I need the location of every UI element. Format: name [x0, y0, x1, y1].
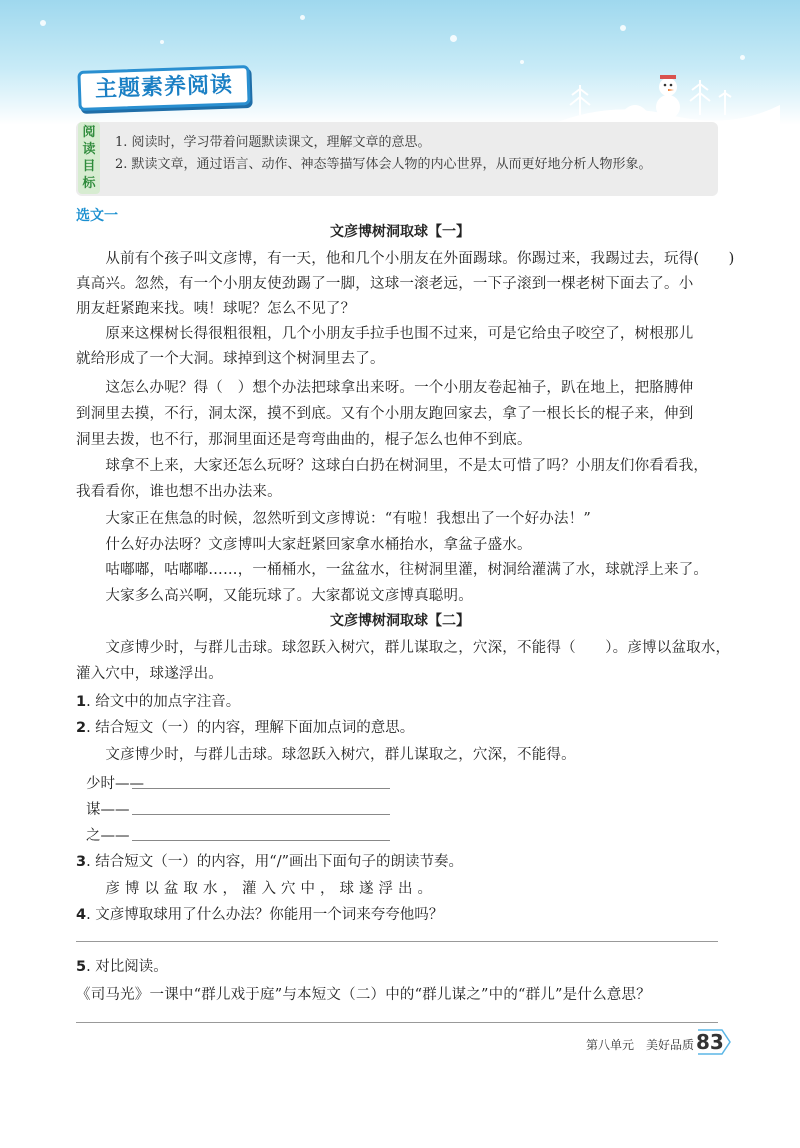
answer-blank[interactable] [132, 814, 390, 815]
passage-line: 这怎么办呢？得（ ）想个办法把球拿出来呀。一个小朋友卷起袖子，趴在地上，把胳膊伸 [76, 380, 694, 396]
unit-label: 第八单元 美好品质 [586, 1038, 695, 1052]
question-4: 4. 文彦博取球用了什么办法？你能用一个词来夸夸他吗？ [76, 907, 444, 923]
reading-goals-tag: 阅 读 目 标 [78, 122, 100, 194]
header-banner [0, 0, 800, 125]
section-label: 选文一 [76, 208, 118, 224]
goal-item: 1. 阅读时，学习带着问题默读课文，理解文章的意思。 [115, 135, 431, 150]
question-2: 2. 结合短文（一）的内容，理解下面加点词的意思。 [76, 720, 415, 736]
question-5: 5. 对比阅读。 [76, 959, 168, 975]
passage-line: 洞里去拨，也不行，那洞里面还是弯弯曲曲的，棍子怎么也伸不到底。 [76, 432, 532, 448]
answer-blank[interactable] [132, 788, 390, 789]
passage-line: 就给形成了一个大洞。球掉到这个树洞里去了。 [76, 351, 385, 367]
question-2-quote: 文彦博少时，与群儿击球。球忽跃入树穴，群儿谋取之，穴深，不能得。 [76, 747, 576, 763]
page-number: 83 [696, 1030, 724, 1054]
answer-line[interactable] [76, 941, 718, 942]
passage-line: 原来这棵树长得很粗很粗，几个小朋友手拉手也围不过来，可是它给虫子咬空了，树根那儿 [76, 326, 694, 342]
question-5-body: 《司马光》一课中“群儿戏于庭”与本短文（二）中的“群儿谋之”中的“群儿”是什么意思？ [76, 987, 651, 1003]
blank-label: 少时—— [86, 776, 144, 792]
question-1: 1. 给文中的加点字注音。 [76, 694, 241, 710]
passage-line: 到洞里去摸，不行，洞太深，摸不到底。又有个小朋友跑回家去，拿了一根长长的棍子来，伸到 [76, 406, 694, 422]
answer-blank[interactable] [132, 840, 390, 841]
passage-line: 什么好办法呀？文彦博叫大家赶紧回家拿水桶抬水，拿盆子盛水。 [76, 537, 532, 553]
passage-title: 文彦博树洞取球【一】 [330, 224, 470, 240]
passage-line: 我看看你，谁也想不出办法来。 [76, 484, 282, 500]
blank-label: 谋—— [86, 802, 130, 818]
goal-item: 2. 默读文章，通过语言、动作、神态等描写体会人物的内心世界，从而更好地分析人物形象。 [115, 157, 652, 172]
snow-scene-icon [550, 45, 780, 125]
passage-line: 朋友赶紧跑来找。咦！球呢？怎么不见了？ [76, 301, 356, 317]
question-3-quote: 彦 博 以 盆 取 水 ， 灌 入 穴 中 ， 球 遂 浮 出 。 [76, 881, 433, 897]
passage-line: 灌入穴中，球遂浮出。 [76, 666, 223, 682]
passage-line: 文彦博少时，与群儿击球。球忽跃入树穴，群儿谋取之，穴深，不能得（ ）。彦博以盆取水， [76, 640, 731, 656]
passage-title: 文彦博树洞取球【二】 [330, 613, 470, 629]
passage-line: 球拿不上来，大家还怎么玩呀？这球白白扔在树洞里，不是太可惜了吗？小朋友们你看看我， [76, 458, 709, 474]
passage-line: 真高兴。忽然，有一个小朋友使劲踢了一脚，这球一滚老远，一下子滚到一棵老树下面去了。小 [76, 276, 694, 292]
question-3: 3. 结合短文（一）的内容，用“/”画出下面句子的朗读节奏。 [76, 854, 464, 870]
passage-line: 大家正在焦急的时候，忽然听到文彦博说：“有啦！我想出了一个好办法！” [76, 511, 592, 527]
passage-line: 大家多么高兴啊，又能玩球了。大家都说文彦博真聪明。 [76, 588, 473, 604]
passage-line: 咕嘟嘟，咕嘟嘟……，一桶桶水，一盆盆水，往树洞里灌，树洞给灌满了水，球就浮上来了。 [76, 562, 709, 578]
blank-label: 之—— [86, 828, 130, 844]
page-title: 主题素养阅读 [77, 65, 250, 111]
passage-line: 从前有个孩子叫文彦博，有一天，他和几个小朋友在外面踢球。你踢过来，我踢过去，玩得( ) [76, 251, 735, 267]
answer-line[interactable] [76, 1022, 718, 1023]
